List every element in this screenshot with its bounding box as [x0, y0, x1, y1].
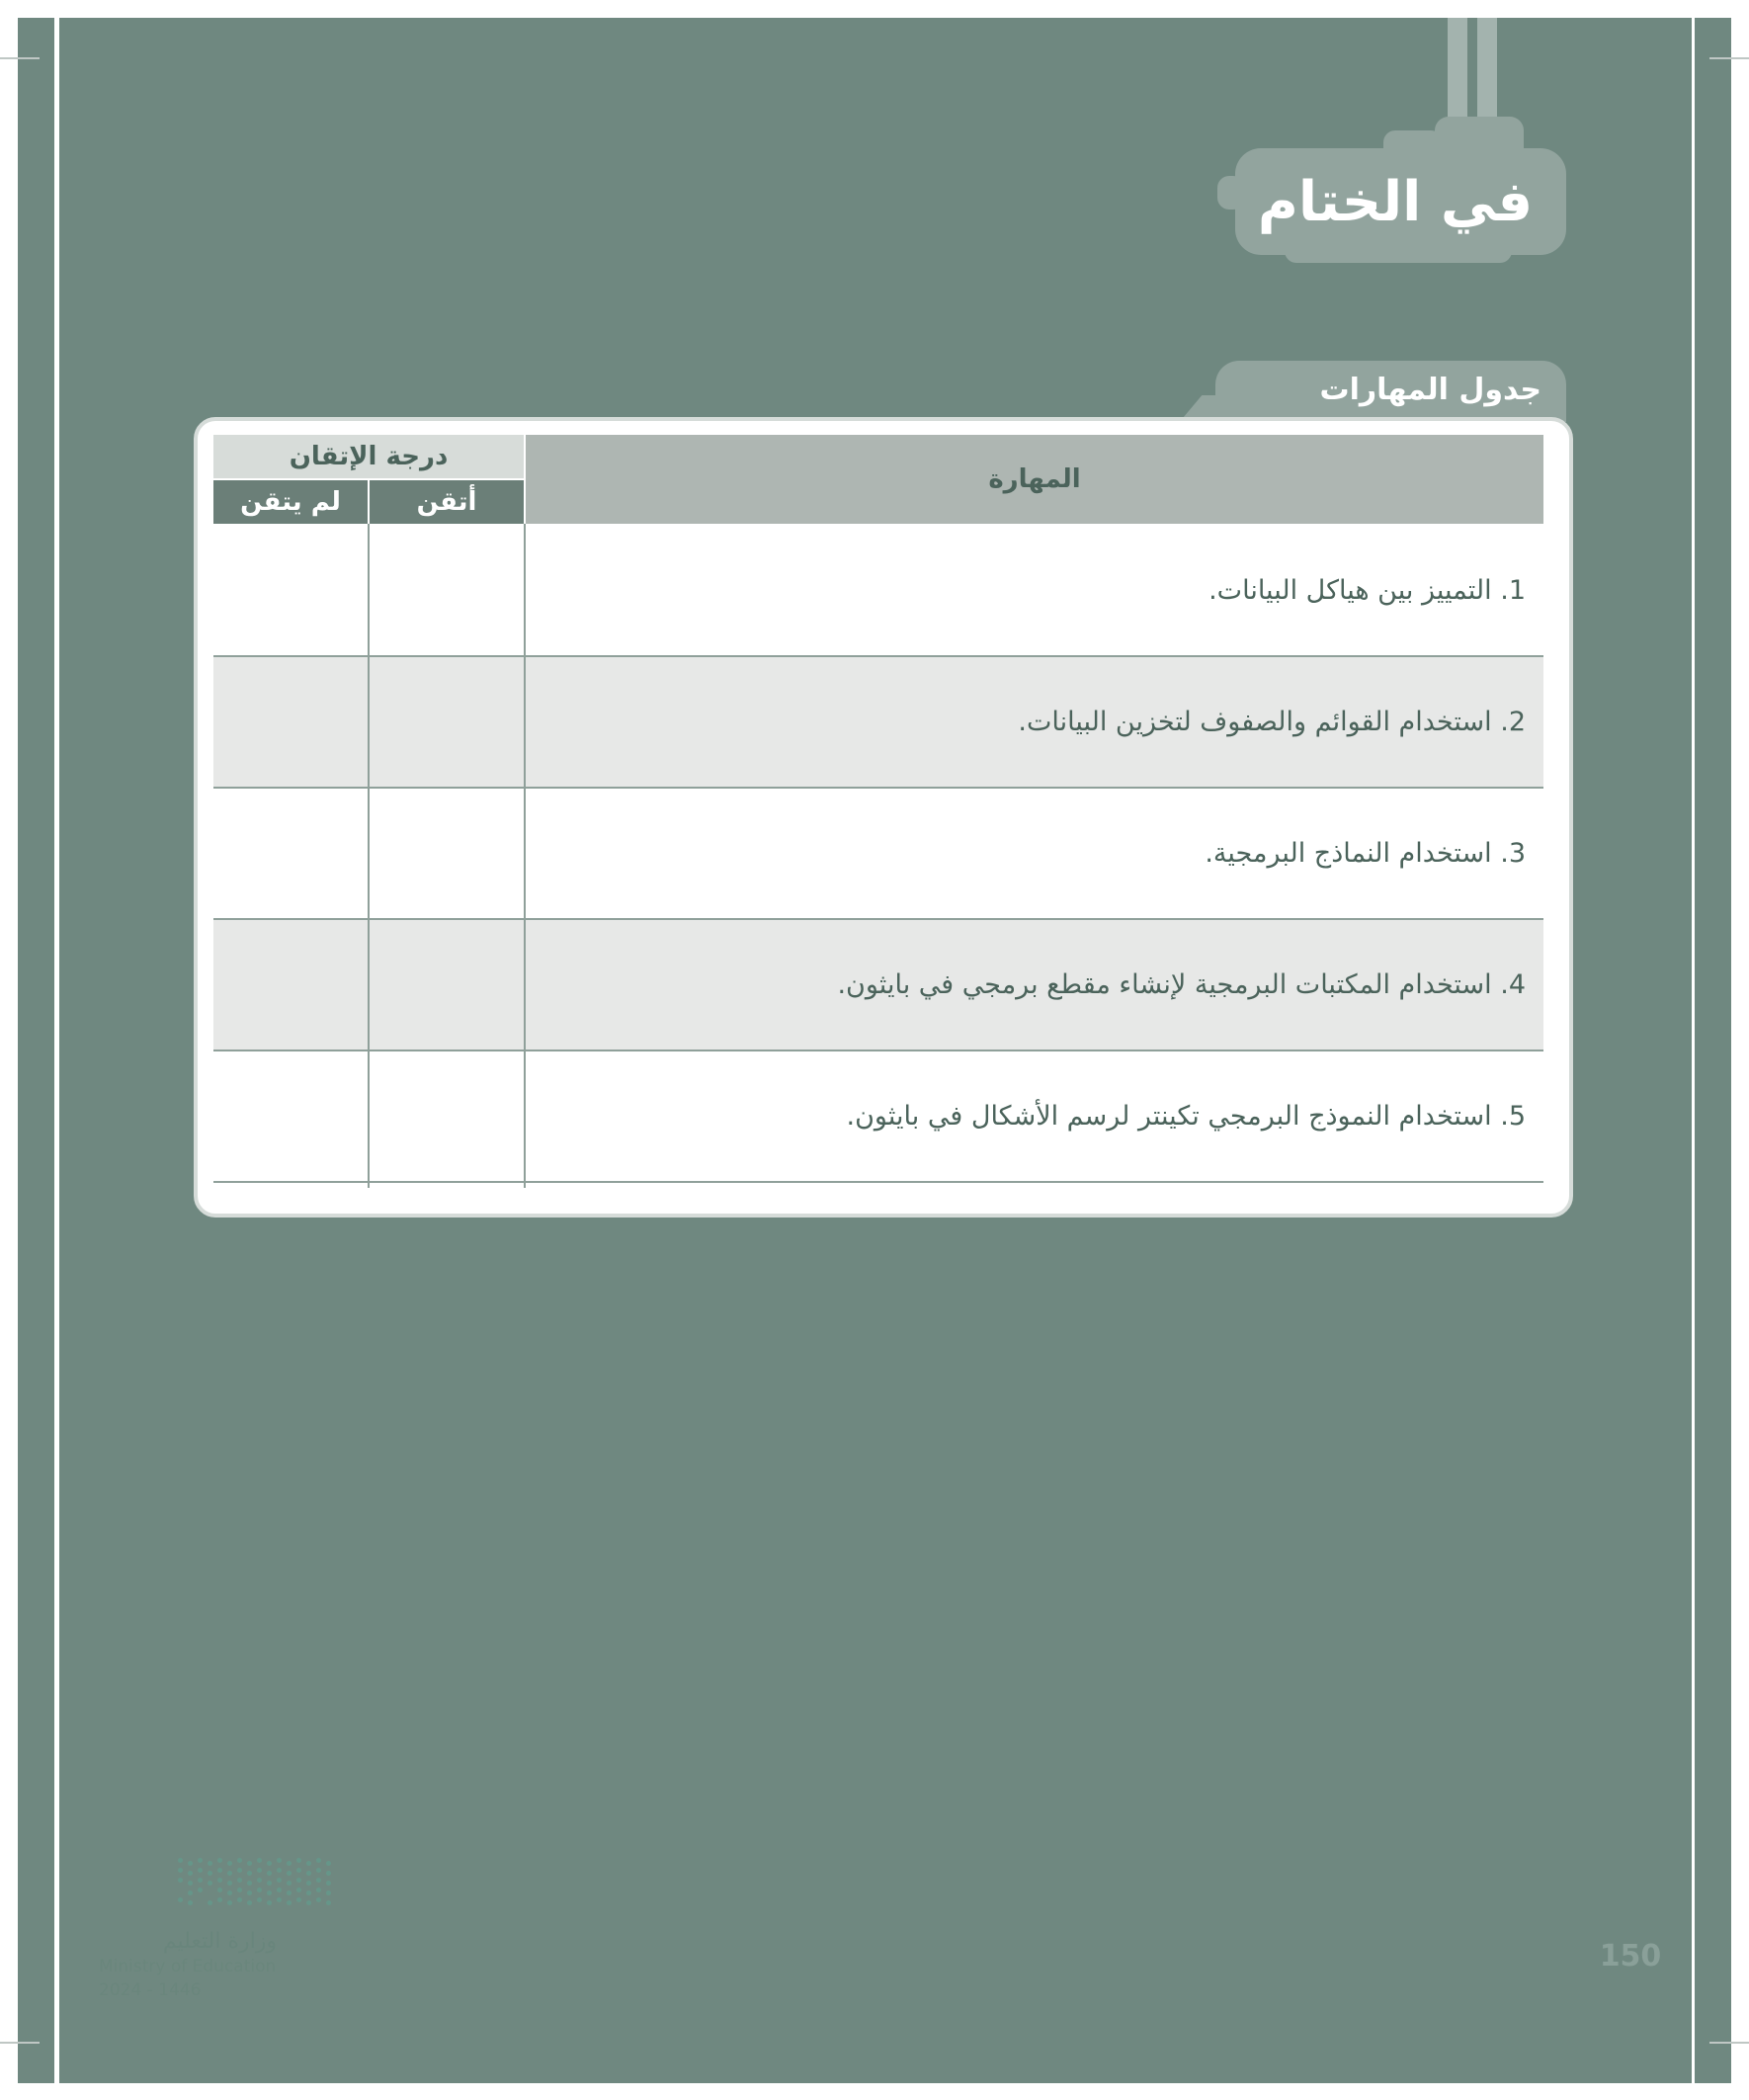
- logo-dot: [306, 1881, 311, 1886]
- logo-dot: [237, 1888, 242, 1892]
- page-edge-left: [18, 18, 57, 2083]
- logo-dot: [247, 1881, 252, 1886]
- crop-mark-tl-h: [0, 57, 40, 59]
- table-row: [213, 789, 1543, 920]
- mastery-level-header: درجة الإتقان: [213, 435, 524, 478]
- table-row: [213, 526, 1543, 657]
- logo-dot: [267, 1900, 272, 1905]
- logo-dot: [208, 1881, 212, 1886]
- logo-dot: [316, 1858, 321, 1863]
- logo-dot: [257, 1858, 262, 1863]
- logo-dot: [178, 1878, 183, 1883]
- crop-mark-bl-h: [0, 2042, 40, 2044]
- logo-dot: [306, 1871, 311, 1876]
- logo-dot: [237, 1897, 242, 1902]
- column-divider: [368, 524, 370, 1188]
- logo-dot: [257, 1888, 262, 1892]
- logo-dot: [316, 1888, 321, 1892]
- logo-dot: [257, 1868, 262, 1873]
- logo-dot: [326, 1871, 331, 1876]
- logo-dot: [208, 1900, 212, 1905]
- logo-dot: [188, 1871, 193, 1876]
- logo-dot: [188, 1900, 193, 1905]
- column-divider: [524, 524, 526, 1188]
- logo-dot: [217, 1897, 222, 1902]
- logo-dot: [287, 1871, 292, 1876]
- logo-dot: [296, 1878, 301, 1883]
- logo-dot: [237, 1878, 242, 1883]
- table-row: [213, 1051, 1543, 1183]
- trim-line-right: [1692, 0, 1695, 2100]
- logo-dot: [316, 1897, 321, 1902]
- logo-dot: [277, 1897, 282, 1902]
- logo-dot: [326, 1900, 331, 1905]
- logo-dot: [296, 1897, 301, 1902]
- logo-dot: [178, 1868, 183, 1873]
- logo-dot: [277, 1858, 282, 1863]
- logo-dot: [217, 1858, 222, 1863]
- trim-line-left: [54, 0, 57, 2100]
- logo-dot: [287, 1881, 292, 1886]
- logo-dot: [227, 1881, 232, 1886]
- logo-dot: [257, 1878, 262, 1883]
- logo-dots: [178, 1858, 351, 1912]
- logo-dot: [198, 1858, 203, 1863]
- logo-dot: [287, 1861, 292, 1866]
- logo-dot: [217, 1888, 222, 1892]
- skill-column-header: المهارة: [526, 435, 1543, 524]
- skill-text: 1. التمييز بين هياكل البيانات.: [1208, 575, 1526, 606]
- logo-dot: [247, 1871, 252, 1876]
- logo-dot: [277, 1868, 282, 1873]
- logo-dot: [247, 1861, 252, 1866]
- logo-dot: [267, 1861, 272, 1866]
- logo-english-text: Ministry of Education: [99, 1957, 277, 1976]
- logo-dot: [237, 1868, 242, 1873]
- logo-dot: [306, 1890, 311, 1895]
- mastered-column-header: أتقن: [370, 480, 524, 524]
- logo-dot: [267, 1890, 272, 1895]
- logo-dot: [237, 1858, 242, 1863]
- logo-dot: [306, 1861, 311, 1866]
- page-title: في الختام: [1257, 170, 1534, 234]
- logo-dot: [277, 1878, 282, 1883]
- logo-dot: [208, 1871, 212, 1876]
- logo-dot: [267, 1881, 272, 1886]
- logo-dot: [217, 1878, 222, 1883]
- logo-dot: [277, 1888, 282, 1892]
- logo-dot: [188, 1881, 193, 1886]
- skill-text: 2. استخدام القوائم والصفوف لتخزين البيانات.: [1018, 707, 1526, 737]
- skill-text: 5. استخدام النموذج البرمجي تكينتر لرسم الأشكال في بايثون.: [846, 1101, 1526, 1132]
- logo-year-text: 2024 - 1446: [99, 1980, 202, 2000]
- logo-dot: [326, 1861, 331, 1866]
- logo-dot: [287, 1900, 292, 1905]
- skill-text: 4. استخدام المكتبات البرمجية لإنشاء مقطع برمجي في بايثون.: [837, 969, 1526, 1000]
- logo-dot: [247, 1890, 252, 1895]
- page-number: 150: [1599, 1939, 1662, 1974]
- logo-dot: [227, 1900, 232, 1905]
- logo-dot: [306, 1900, 311, 1905]
- table-row: [213, 920, 1543, 1051]
- logo-dot: [316, 1868, 321, 1873]
- logo-dot: [296, 1868, 301, 1873]
- logo-dot: [227, 1861, 232, 1866]
- not-mastered-column-header: لم يتقن: [213, 480, 368, 524]
- skill-text: 3. استخدام النماذج البرمجية.: [1205, 838, 1526, 869]
- logo-dot: [178, 1897, 183, 1902]
- logo-dot: [208, 1861, 212, 1866]
- logo-dot: [178, 1858, 183, 1863]
- logo-dot: [296, 1858, 301, 1863]
- logo-dot: [227, 1871, 232, 1876]
- section-label: جدول المهارات: [1319, 373, 1541, 407]
- logo-dot: [188, 1861, 193, 1866]
- logo-dot: [267, 1871, 272, 1876]
- logo-dot: [287, 1890, 292, 1895]
- logo-dot: [188, 1890, 193, 1895]
- logo-dot: [247, 1900, 252, 1905]
- crop-mark-br-h: [1709, 2042, 1749, 2044]
- logo-dot: [217, 1868, 222, 1873]
- logo-dot: [316, 1878, 321, 1883]
- logo-dot: [257, 1897, 262, 1902]
- logo-dot: [198, 1878, 203, 1883]
- logo-arabic-text: وزارة التعليم: [162, 1929, 277, 1954]
- crop-mark-tr-h: [1709, 57, 1749, 59]
- logo-dot: [326, 1881, 331, 1886]
- logo-dot: [198, 1868, 203, 1873]
- logo-dot: [227, 1890, 232, 1895]
- logo-dot: [326, 1890, 331, 1895]
- logo-dot: [296, 1888, 301, 1892]
- ministry-logo: [99, 1858, 356, 2016]
- logo-dot: [198, 1888, 203, 1892]
- table-row: [213, 657, 1543, 789]
